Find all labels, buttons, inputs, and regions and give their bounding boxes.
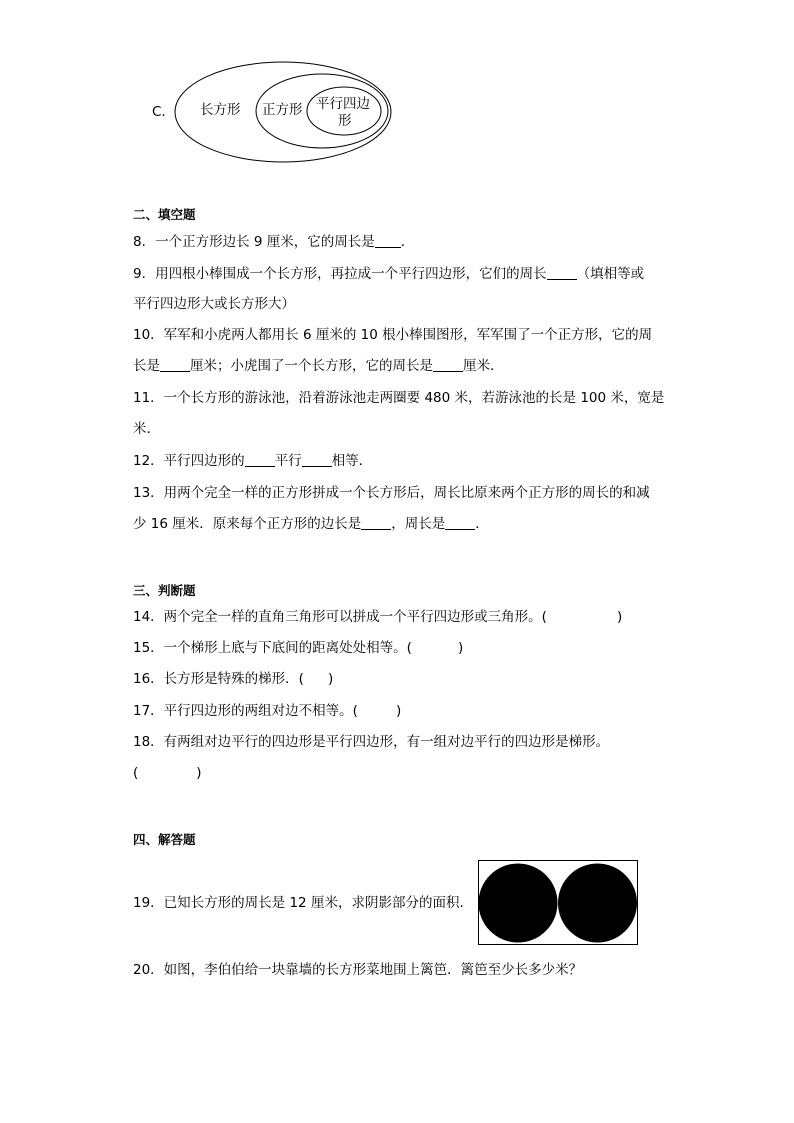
option-c-diagram [0, 0, 794, 200]
question-17 [133, 702, 401, 720]
section-title-fill-blank: 二、填空题 [133, 207, 196, 222]
question-13-line2 [133, 515, 489, 533]
q12-text-b: 平行 [274, 453, 302, 469]
q13-text-b: ，周长是 [391, 516, 446, 532]
answer-blank[interactable] [245, 452, 275, 467]
question-10-line1 [133, 326, 652, 344]
q10-text-c: 厘米． [463, 358, 504, 374]
q9-text-line2: 平行四边形大或长方形大） [133, 296, 295, 312]
answer-blank[interactable] [361, 515, 391, 530]
q10-text: 10．军军和小虎两人都用长 6 厘米的 10 根小棒围图形，军军围了一个正方形，它的周 [133, 327, 653, 343]
q8-text: 8．一个正方形边长 9 厘米，它的周长是 [133, 234, 375, 250]
inner-label-line2: 形 [338, 113, 352, 129]
q12-text-a: 12．平行四边形的 [133, 453, 245, 469]
q9-text: 9．用四根小棒围成一个长方形，再拉成一个平行四边形，它们的周长 [133, 266, 547, 282]
q13-text-c: ． [475, 516, 489, 532]
q18-open: ( [133, 765, 139, 781]
q15-text: 15．一个梯形上底与下底间的距离处处相等。( [133, 640, 412, 656]
answer-blank[interactable] [445, 515, 475, 530]
answer-blank[interactable] [547, 265, 577, 280]
question-9-line2 [133, 295, 295, 313]
section-title-answer: 四、解答题 [133, 832, 196, 847]
answer-blank[interactable] [160, 357, 190, 372]
question-15 [133, 639, 463, 657]
question-20 [133, 961, 582, 979]
q9-text-after: （填相等或 [576, 266, 645, 282]
question-12 [133, 452, 372, 470]
q19-text: 19．已知长方形的周长是 12 厘米，求阴影部分的面积． [133, 895, 473, 911]
question-16 [133, 670, 333, 688]
section-title-true-false: 三、判断题 [133, 583, 196, 598]
question-10-line2 [133, 357, 504, 375]
answer-blank[interactable] [433, 357, 463, 372]
q11-text-line2: 米． [133, 421, 160, 437]
question-9-line1 [133, 265, 644, 283]
outer-label: 长方形 [200, 102, 241, 118]
q19-figure [478, 860, 638, 946]
question-18-line2 [133, 764, 202, 782]
q14-close: ) [616, 609, 623, 625]
question-13-line1 [133, 484, 650, 502]
q10-text-b: 厘米；小虎围了一个长方形，它的周长是 [190, 358, 433, 374]
middle-label: 正方形 [262, 102, 303, 118]
q8-end: ． [400, 234, 415, 250]
question-19 [133, 894, 473, 912]
q13-text-a: 少 16 厘米．原来每个正方形的边长是 [133, 516, 362, 532]
shaded-circle-left [479, 864, 558, 943]
q11-text: 11．一个长方形的游泳池，沿着游泳池走两圈要 480 米，若游泳池的长是 100 米，宽是 [133, 390, 665, 406]
q17-text: 17．平行四边形的两组对边不相等。( [133, 703, 358, 719]
venn-ellipses [0, 0, 794, 200]
inner-label-line1: 平行四边 [316, 96, 370, 112]
question-11-line1 [133, 389, 664, 407]
question-18-line1 [133, 733, 609, 751]
question-8 [133, 233, 414, 251]
question-11-line2 [133, 420, 160, 438]
q15-close: ) [457, 640, 464, 656]
answer-blank[interactable] [375, 233, 401, 248]
q16-close: ) [327, 671, 334, 687]
q16-text: 16．长方形是特殊的梯形．( [133, 671, 304, 687]
q18-close: ) [196, 765, 202, 781]
q20-text: 20．如图，李伯伯给一块靠墙的长方形菜地围上篱笆．篱笆至少长多少米？ [133, 962, 583, 978]
q10-text-a: 长是 [133, 358, 160, 374]
q17-close: ) [395, 703, 402, 719]
question-14 [133, 608, 622, 626]
q14-text: 14．两个完全一样的直角三角形可以拼成一个平行四边形或三角形。( [133, 609, 547, 625]
q13-text: 13．用两个完全一样的正方形拼成一个长方形后，周长比原来两个正方形的周长的和减 [133, 485, 650, 501]
answer-blank[interactable] [302, 452, 332, 467]
shaded-circle-right [558, 864, 637, 943]
q18-text: 18．有两组对边平行的四边形是平行四边形，有一组对边平行的四边形是梯形。 [133, 734, 610, 750]
q12-text-c: 相等． [331, 453, 373, 469]
option-c-label: C． [152, 104, 175, 120]
